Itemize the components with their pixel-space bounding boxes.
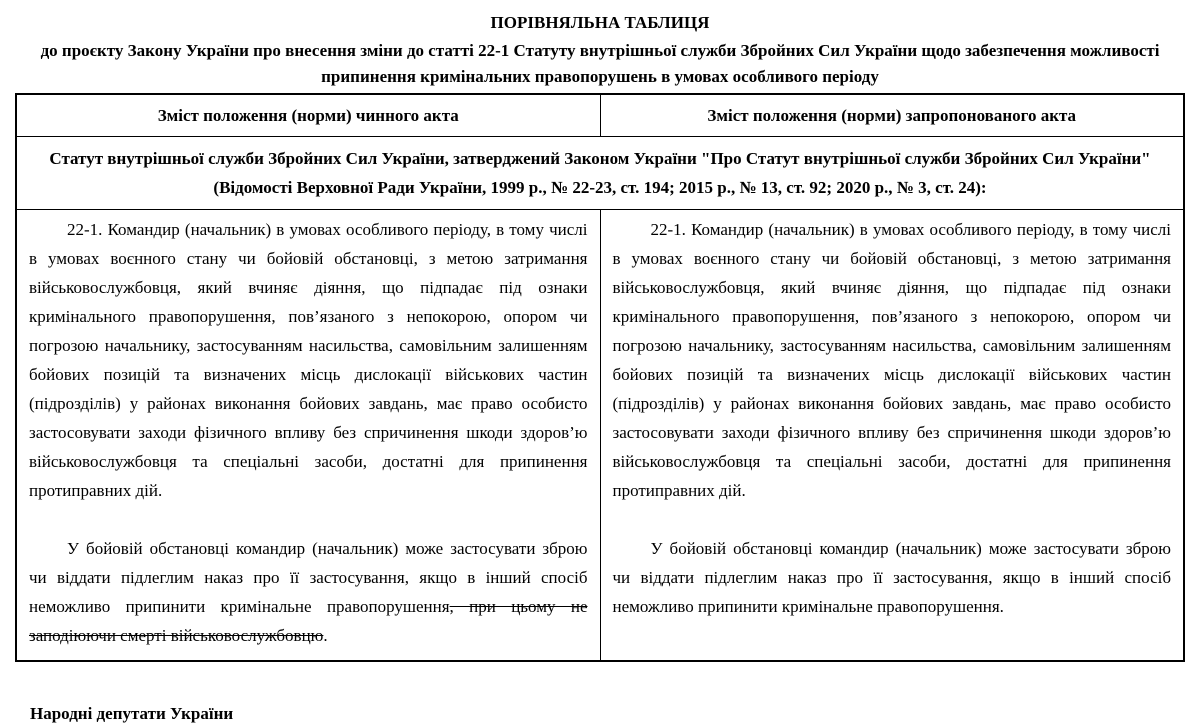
statute-heading-cell: Статут внутрішньої служби Збройних Сил України, затверджений Законом України "Про Статут внутрішньої служби Збройних Сил України" (Відомості Верховної Ради України, 1999 р., № 22-23, ст. 194; 2015 р., № 13, ст. 92; 2020 р., № 3, ст. 24): [16,137,1184,210]
current-act-paragraph-2 [29,534,588,650]
statute-heading-row [16,137,1184,210]
proposed-act-column-header: Зміст положення (норми) запропонованого акта [600,94,1184,137]
current-act-paragraph-1: 22-1. Командир (начальник) в умовах особливого періоду, в тому числі в умовах воєнного стану чи бойовій обстановці, з метою затримання військовослужбовця, який вчиняє діяння, що підпадає під ознаки кримінального правопорушення, пов’язаного з непокорою, опором чи погрозою начальнику, застосуванням насильства, самовільним залишенням бойових позицій та визначених місць дислокації військових частин (підрозділів) у районах виконання бойових завдань, має право особисто застосовувати заходи фізичного впливу без спричинення шкоди здоров’ю військовослужбовця та спеціальні засоби, достатні для припинення протиправних дій. [29,220,588,500]
proposed-act-paragraph-2: У бойовій обстановці командир (начальник) може застосувати зброю чи віддати підлеглим наказ про її застосування, якщо в інший спосіб неможливо припинити кримінальне правопорушення. [612,539,1171,616]
proposed-act-paragraph-1: 22-1. Командир (начальник) в умовах особливого періоду, в тому числі в умовах воєнного стану чи бойовій обстановці, з метою затримання військовослужбовця, який вчиняє діяння, що підпадає під ознаки кримінального правопорушення, пов’язаного з непокорою, опором чи погрозою начальнику, застосуванням насильства, самовільним залишенням бойових позицій та визначених місць дислокації військових частин (підрозділів) у районах виконання бойових завдань, має право особисто застосовувати заходи фізичного впливу без спричинення шкоди здоров’ю військовослужбовця та спеціальні засоби, достатні для припинення протиправних дій. [612,220,1171,500]
current-act-column-header: Зміст положення (норми) чинного акта [16,94,600,137]
document-subtitle: до проєкту Закону України про внесення зміни до статті 22-1 Статуту внутрішньої служби Збройних Сил України щодо забезпечення можливості припинення кримінальних правопорушень в умовах особливого періоду [40,41,1160,86]
current-act-paragraph-2-period: . [323,626,328,645]
proposed-act-cell [600,210,1184,662]
current-act-paragraph-2-strikethrough-text: , при цьому не заподіюючи смерті військовослужбовцю [29,597,588,645]
document-page [0,12,1200,723]
current-act-paragraph-2-kept-text: У бойовій обстановці командир (начальник) може застосувати зброю чи віддати підлеглим наказ про її застосування, якщо в інший спосіб неможливо припинити кримінальне правопорушення [29,539,588,616]
document-title: ПОРІВНЯЛЬНА ТАБЛИЦЯ [490,13,710,32]
table-body-row [16,210,1184,662]
signature-line: Народні депутати України [30,704,234,723]
comparative-table [15,93,1185,662]
current-act-cell [16,210,600,662]
table-header-row [16,94,1184,137]
